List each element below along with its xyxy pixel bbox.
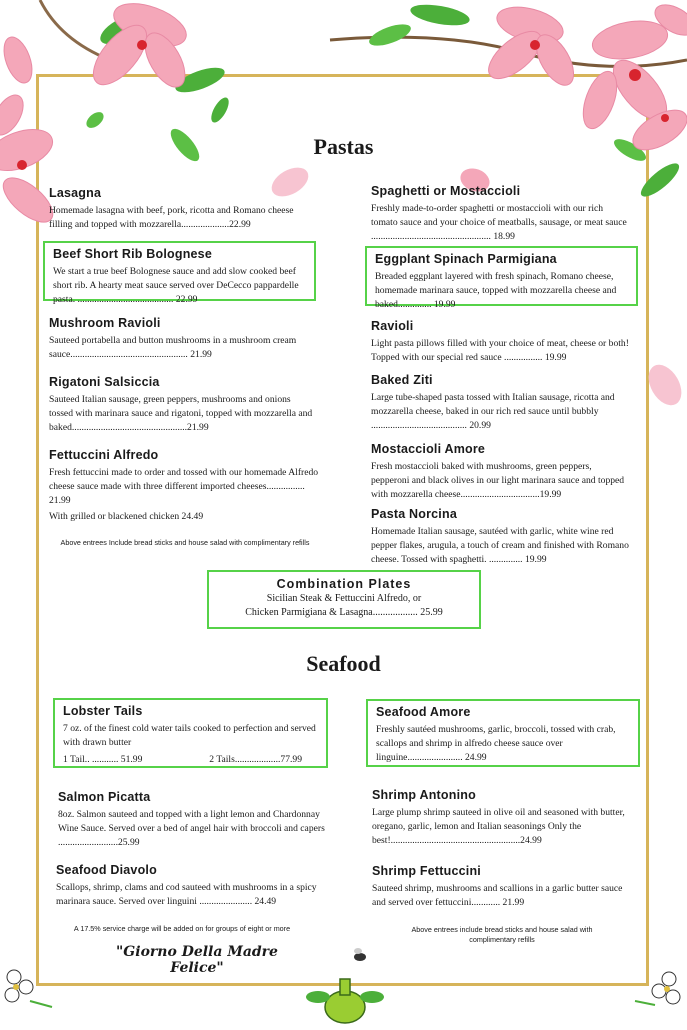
menu-item-mushroom-ravioli: Mushroom Ravioli Sauteed portabella and button mushrooms in a mushroom cream sauce................................................. 21.99 (49, 316, 297, 360)
menu-item-pasta-norcina: Pasta Norcina Homemade Italian sausage, sautéed with garlic, white wine red pepper flakes, arugula, a touch of cream and finished with Romano cheese. Tossed with spaghetti. .............. 19.99 (371, 507, 629, 565)
tagline: "Giorno Della Madre Felice" (116, 944, 278, 976)
bee-icon (350, 945, 370, 965)
white-flower-icon (625, 965, 685, 1025)
menu-item-rigatoni-salsiccia: Rigatoni Salsiccia Sauteed Italian sausage, green peppers, mushrooms and onions tossed with marinara sauce and rigatoni, topped with mozzarella and baked................................................21.99 (49, 375, 313, 433)
combination-line-2: Chicken Parmigiana & Lasagna.................. 25.99 (245, 607, 443, 618)
service-charge-note: A 17.5% service charge will be added on for groups of eight or more (73, 924, 291, 933)
menu-item-eggplant-spinach-parmigiana: Eggplant Spinach Parmigiana Breaded eggplant layered with fresh spinach, Romano cheese, homemade marinara sauce, topped with mozzarella cheese and baked.............. 19.99 (365, 246, 638, 306)
section-title-seafood: Seafood (306, 651, 381, 676)
lobster-two-tails-price: 2 Tails...................77.99 (209, 754, 302, 765)
seafood-entree-note: Above entrees include bread sticks and house salad with complimentary refills (411, 925, 593, 944)
menu-item-fettuccini-alfredo: Fettuccini Alfredo Fresh fettuccini made to order and tossed with our homemade Alfredo cheese sauce made with three different imported cheeses................ 21.99 With grilled or blackened chicken 24.49 (49, 448, 319, 522)
entree-note: Above entrees Include bread sticks and house salad with complimentary refills (60, 538, 310, 547)
menu-item-ravioli: Ravioli Light pasta pillows filled with your choice of meat, cheese or both! Topped with our special red sauce ................ 19.99 (371, 319, 629, 363)
menu-item-lobster-tails: Lobster Tails 7 oz. of the finest cold water tails cooked to perfection and served with drawn butter 1 Tail.. ........... 51.99 2 Tails...................77.99 (53, 698, 328, 768)
menu-item-shrimp-fettuccini: Shrimp Fettuccini Sauteed shrimp, mushrooms and scallions in a garlic butter sauce and served over fettuccini............ 21.99 (372, 864, 623, 908)
menu-item-seafood-amore: Seafood Amore Freshly sautéed mushrooms, garlic, broccoli, tossed with crab, scallops and shrimp in alfredo cheese sauce over linguine....................... 24.99 (366, 699, 640, 767)
combination-line-1: Sicilian Steak & Fettuccini Alfredo, or (266, 593, 422, 604)
menu-item-salmon-picatta: Salmon Picatta 8oz. Salmon sauteed and topped with a light lemon and Chardonnay Wine Sauce. Served over a bed of angel hair with broccoli and capers .........................25.99 (58, 790, 325, 848)
menu-item-lasagna: Lasagna Homemade lasagna with beef, pork, ricotta and Romano cheese filling and topped with mozzarella....................22.99 (49, 186, 294, 230)
white-flower-icon (0, 965, 60, 1025)
petal-icon (635, 350, 687, 420)
menu-item-spaghetti-or-mostaccioli: Spaghetti or Mostaccioli Freshly made-to-order spaghetti or mostaccioli with our rich tomato sauce and your choice of meatballs, sausage, or meat sauce .................................................. 18.99 (371, 184, 627, 242)
combination-plates-title: Combination Plates (276, 577, 412, 591)
menu-item-shrimp-antonino: Shrimp Antonino Large plump shrimp sauteed in olive oil and seasoned with butter, oregano, garlic, lemon and Italian seasonings Only the best!......................................................24.99 (372, 788, 625, 846)
menu-item-baked-ziti: Baked Ziti Large tube-shaped pasta tossed with Italian sausage, ricotta and mozzarella cheese, baked in our rich red sauce until bubbly ........................................ 20.99 (371, 373, 615, 431)
combination-plates-box (207, 570, 481, 629)
menu-item-mostaccioli-amore: Mostaccioli Amore Fresh mostaccioli baked with mushrooms, green peppers, pepperoni and black olives in our light marinara sauce and topped with mozzarella cheese.................................19.99 (371, 442, 625, 500)
wine-bottle-icon (300, 965, 390, 1025)
section-title-pastas: Pastas (313, 134, 374, 159)
menu-item-seafood-diavolo: Seafood Diavolo Scallops, shrimp, clams and cod sauteed with mushrooms in a spicy marinara sauce. Served over linguini ...................... 24.49 (56, 863, 317, 907)
menu-item-beef-short-rib-bolognese: Beef Short Rib Bolognese We start a true beef Bolognese sauce and add slow cooked beef short rib. A hearty meat sauce served over DeCecco pappardelle pasta. ........................................ 22.99 (43, 241, 316, 301)
lobster-one-tail-price: 1 Tail.. ........... 51.99 (63, 754, 143, 765)
